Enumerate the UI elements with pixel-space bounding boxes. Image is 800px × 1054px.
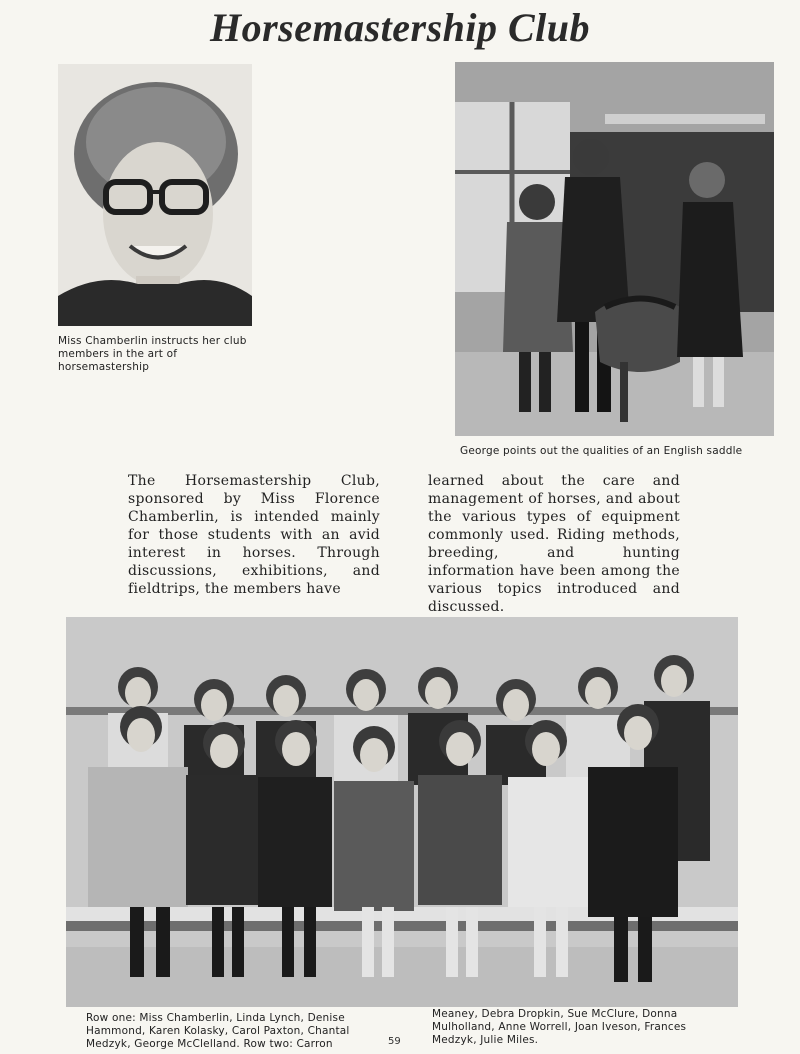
saddle-photo-caption: George points out the qualities of an English saddle — [460, 445, 743, 457]
page-title: Horsemastership Club — [209, 5, 591, 50]
article-column-2: learned about the care and management of horses, and about the various types of equipment commonly used. Riding methods, breeding, and hunting information have been among the various topics introduced and discussed. — [428, 473, 680, 615]
portrait-photo — [58, 64, 252, 326]
group-caption-right: Meaney, Debra Dropkin, Sue McClure, Donna Mulholland, Anne Worrell, Joan Iveson, Frances Medzyk, Julie Miles. — [432, 1008, 687, 1046]
group-photo — [66, 617, 738, 1007]
saddle-photo — [455, 62, 774, 436]
article-column-1: The Horsemastership Club, sponsored by Miss Florence Chamberlin, is intended mainly for those students with an avid interest in horses. Through discussions, exhibitions, and fieldtrips, the members have — [128, 473, 380, 597]
portrait-caption: Miss Chamberlin instructs her club members in the art of horsemastership — [58, 335, 247, 373]
group-caption-left: Row one: Miss Chamberlin, Linda Lynch, Denise Hammond, Karen Kolasky, Carol Paxton, Chantal Medzyk, George McClelland. Row two: Carron — [86, 1012, 350, 1050]
page-number: 59 — [388, 1036, 401, 1047]
